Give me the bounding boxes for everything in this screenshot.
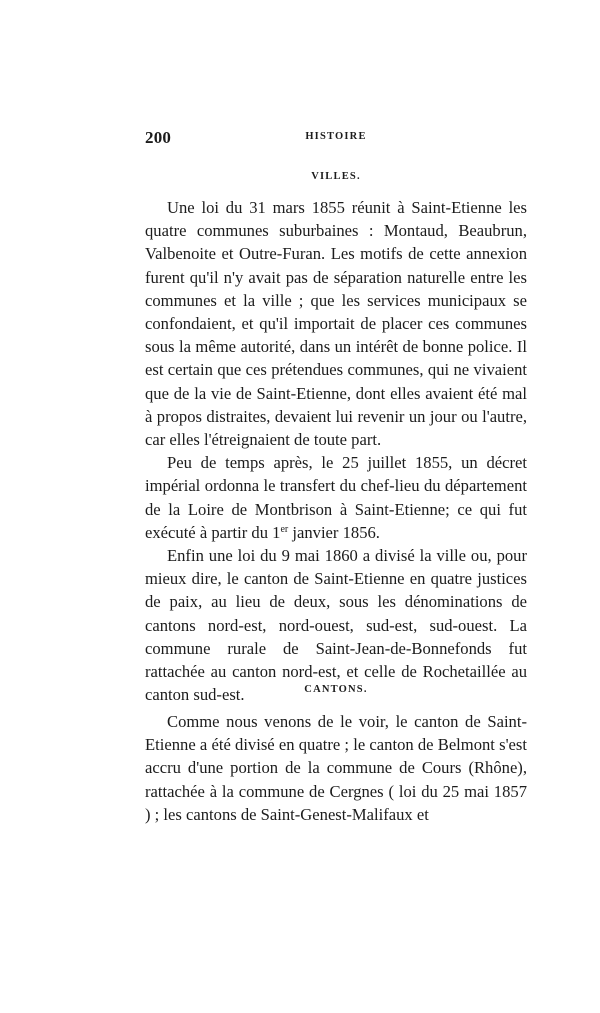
- section-body-cantons: [145, 710, 527, 826]
- section-body-villes: [145, 196, 527, 706]
- paragraph: [145, 451, 527, 544]
- paragraph-text: Peu de temps après, le 25 juillet 1855, un décret impérial ordonna le transfert du chef-lieu du département de la Loire de Montbrison à Saint-Etienne; ce qui fut exécuté à partir du 1: [145, 453, 527, 542]
- paragraph: Enfin une loi du 9 mai 1860 a divisé la ville ou, pour mieux dire, le canton de Saint-Etienne en quatre justices de paix, au lieu de deux, sous les dénominations de cantons nord-est, nord-ouest, sud-est, sud-ouest. La commune rurale de Saint-Jean-de-Bonnefonds fut rattachée au canton nord-est, et celle de Rochetaillée au canton sud-est.: [145, 546, 527, 705]
- ordinal-superscript: er: [280, 523, 289, 535]
- section-heading-villes: VILLES.: [311, 171, 361, 182]
- page-number: 200: [145, 128, 172, 147]
- paragraph-text: janvier 1856.: [288, 522, 380, 542]
- paragraph: Une loi du 31 mars 1855 réunit à Saint-Etienne les quatre communes suburbaines : Montaud, Beaubrun, Valbenoite et Outre-Furan. Les motifs de cette annexion furent qu'il n'y avait pas de séparation naturelle entre les communes et la ville ; que les services municipaux se confondaient, et qu'il importait de placer ces communes sous la même autorité, dans un intérêt de bonne police. Il est certain que ces prétendues communes, qui ne vivaient que de la vie de Saint-Etienne, dont elles avaient été mal à propos distraites, devaient lui revenir un jour ou l'autre, car elles l'étreignaient de toute part.: [145, 198, 527, 450]
- running-title: HISTOIRE: [305, 131, 367, 142]
- paragraph: Comme nous venons de le voir, le canton de Saint-Etienne a été divisé en quatre ; le canton de Belmont s'est accru d'une portion de la commune de Cours (Rhône), rattachée à la commune de Cergnes ( loi du 25 mai 1857 ) ; les cantons de Saint-Genest-Malifaux et: [145, 712, 527, 824]
- section-heading-cantons: CANTONS.: [304, 684, 368, 695]
- running-head: [145, 128, 527, 150]
